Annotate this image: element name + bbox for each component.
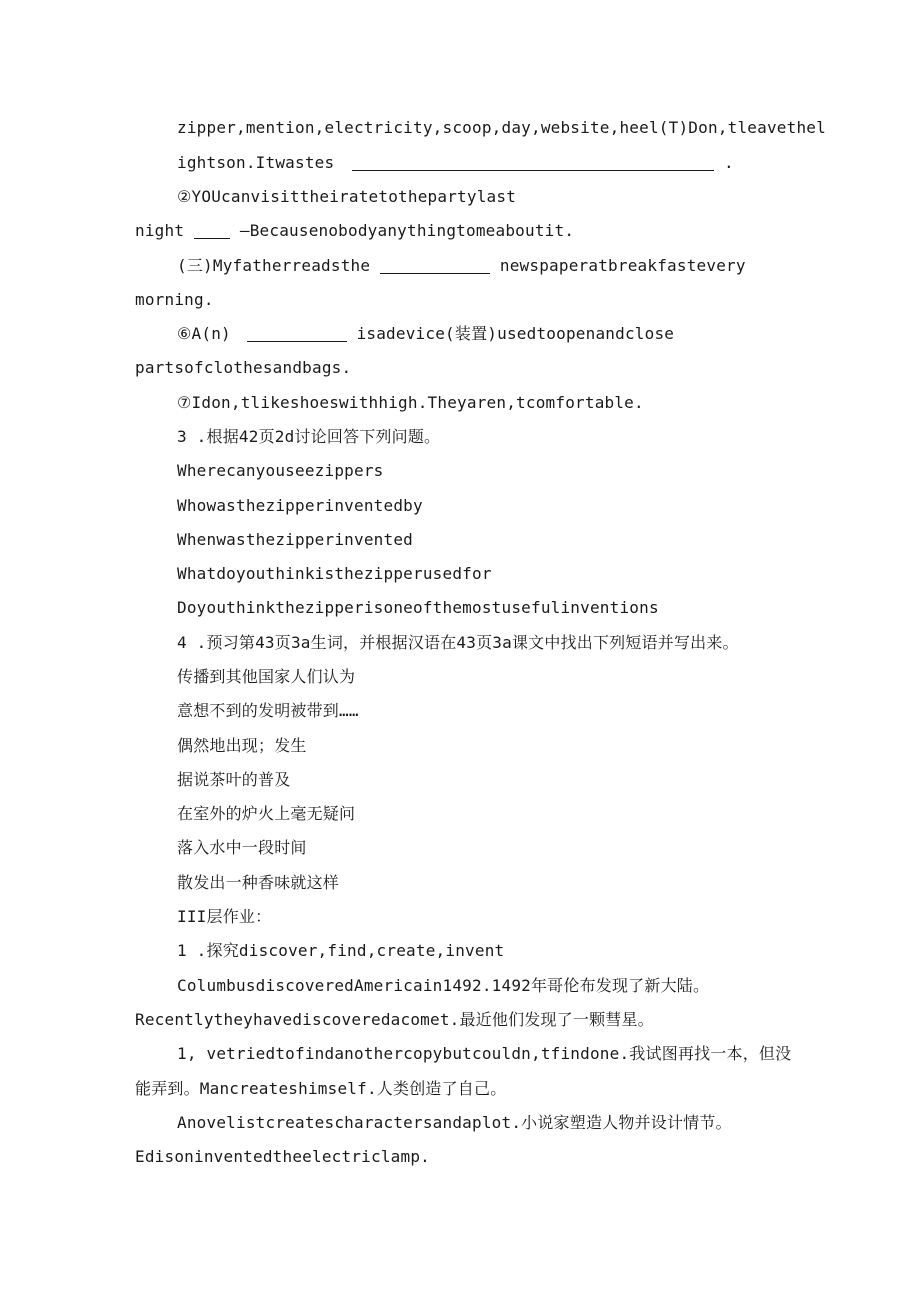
answer-blank-2[interactable] xyxy=(194,222,230,239)
phrase-line-7 xyxy=(177,873,339,893)
phrase-2-text: 意想不到的发明被带到…… xyxy=(177,701,359,720)
question-3-text: Whenwasthezipperinvented xyxy=(177,530,413,549)
text-line-word-list xyxy=(177,118,826,138)
answer-blank-1[interactable] xyxy=(352,154,714,171)
question-5-text: Doyouthinkthezipperisoneofthemostusefulinventions xyxy=(177,598,659,617)
text-line-night xyxy=(135,221,574,241)
question-line-4 xyxy=(177,564,492,584)
device-text: isadevice(装置)usedtoopenandclose xyxy=(356,324,675,343)
because-text: —Becausenobodyanythingtomeaboutit. xyxy=(239,221,575,240)
explore-text: 1 .探究discover,find,create,invent xyxy=(177,941,505,960)
phrase-line-4 xyxy=(177,770,290,790)
question-line-5 xyxy=(177,598,659,618)
example-find-text: 1, vetriedtofindanothercopybutcouldn,tfindone.我试图再找一本，但没 xyxy=(177,1044,792,1063)
item-6-text: ⑥A(n) xyxy=(177,324,231,343)
text-line-item-7 xyxy=(177,393,644,413)
morning-text: morning. xyxy=(135,290,214,309)
text-line-morning xyxy=(135,290,214,310)
newspaper-text: newspaperatbreakfastevery xyxy=(499,256,746,275)
example-columbus-text: ColumbusdiscoveredAmericain1492.1492年哥伦布发现了新大陆。 xyxy=(177,976,710,995)
phrase-3-text: 偶然地出现；发生 xyxy=(177,736,307,755)
lights-on-text: ightson.Itwastes xyxy=(177,153,335,172)
example-novelist-text: Anovelistcreatescharactersandaplot.小说家塑造人物并设计情节。 xyxy=(177,1113,732,1132)
text-line-item-6 xyxy=(177,324,674,344)
lights-on-period: . xyxy=(724,153,734,172)
example-line-create xyxy=(135,1079,506,1099)
section-heading-3 xyxy=(177,427,440,447)
question-line-2 xyxy=(177,496,423,516)
example-create-text: 能弄到。Mancreateshimself.人类创造了自己。 xyxy=(135,1079,507,1098)
word-list-text: zipper,mention,electricity,scoop,day,website,heel(T)Don,tleavethel xyxy=(177,118,826,137)
text-line-clothes xyxy=(135,358,351,378)
question-2-text: Whowasthezipperinventedby xyxy=(177,496,423,515)
example-comet-text: Recentlytheyhavediscoveredacomet.最近他们发现了一颗彗星。 xyxy=(135,1010,654,1029)
explore-heading xyxy=(177,941,504,961)
phrase-5-text: 在室外的炉火上毫无疑问 xyxy=(177,804,356,823)
example-edison-text: Edisoninventedtheelectriclamp. xyxy=(135,1147,430,1166)
text-line-lights-on xyxy=(177,153,734,173)
example-line-novelist xyxy=(177,1113,732,1133)
text-line-item-2 xyxy=(177,187,516,207)
clothes-text: partsofclothesandbags. xyxy=(135,358,352,377)
example-line-find xyxy=(177,1044,791,1064)
question-line-3 xyxy=(177,530,413,550)
question-line-1 xyxy=(177,461,384,481)
phrase-line-3 xyxy=(177,736,307,756)
question-4-text: Whatdoyouthinkisthezipperusedfor xyxy=(177,564,492,583)
answer-blank-4[interactable] xyxy=(247,325,347,342)
example-line-comet xyxy=(135,1010,654,1030)
example-line-columbus xyxy=(177,976,709,996)
phrase-line-2 xyxy=(177,701,359,721)
phrase-6-text: 落入水中一段时间 xyxy=(177,838,307,857)
answer-blank-3[interactable] xyxy=(380,257,490,274)
night-text: night xyxy=(135,221,185,240)
item-7-text: ⑦Idon,tlikeshoeswithhigh.Theyaren,tcomfortable. xyxy=(177,393,644,412)
section-3-text: 3 .根据42页2d讨论回答下列问题。 xyxy=(177,427,441,446)
phrase-4-text: 据说茶叶的普及 xyxy=(177,770,291,789)
phrase-7-text: 散发出一种香味就这样 xyxy=(177,873,340,892)
phrase-1-text: 传播到其他国家人们认为 xyxy=(177,667,356,686)
homework-level-text: III层作业： xyxy=(177,907,272,926)
section-4-text: 4 .预习第43页3a生词，并根据汉语在43页3a课文中找出下列短语并写出来。 xyxy=(177,633,739,652)
section-heading-4 xyxy=(177,633,739,653)
item-2-text: ②YOUcanvisittheiratetothepartylast xyxy=(177,187,517,206)
question-1-text: Wherecanyouseezippers xyxy=(177,461,384,480)
phrase-line-5 xyxy=(177,804,355,824)
homework-level-heading xyxy=(177,907,271,927)
text-line-item-3 xyxy=(177,256,746,276)
phrase-line-1 xyxy=(177,667,355,687)
phrase-line-6 xyxy=(177,838,307,858)
example-line-edison xyxy=(135,1147,430,1167)
item-3-text: (三)Myfatherreadsthe xyxy=(177,256,371,275)
